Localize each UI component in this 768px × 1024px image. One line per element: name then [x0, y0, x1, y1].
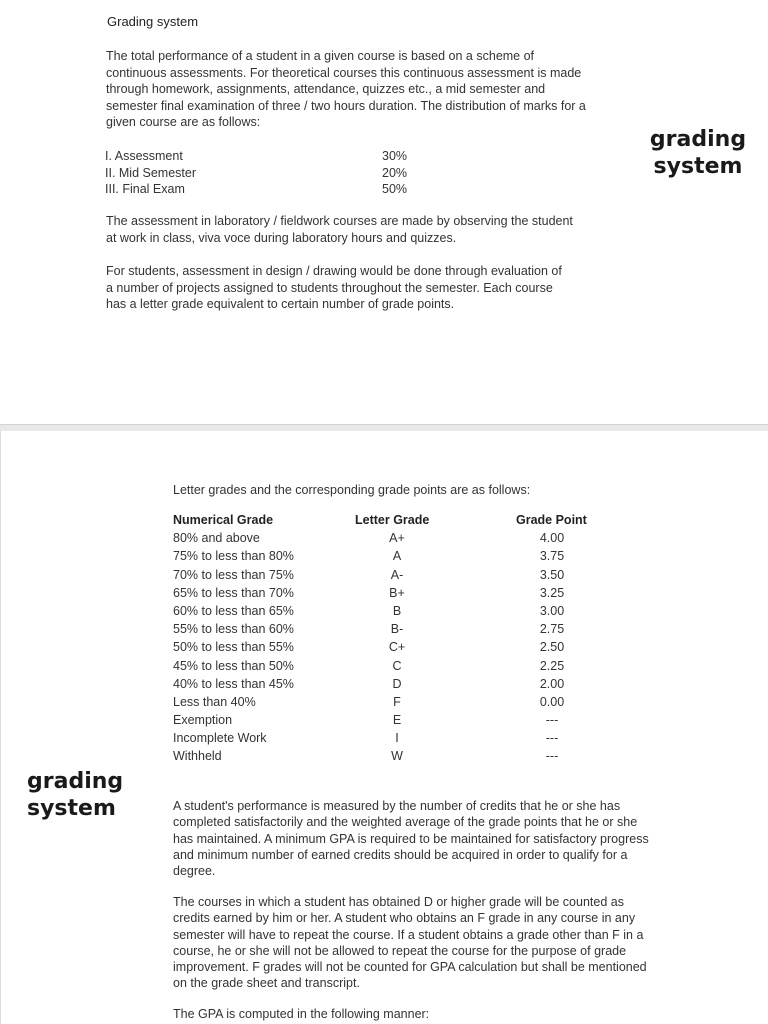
- table-row: [173, 568, 613, 586]
- letter-grade-cell: B-: [390, 622, 404, 637]
- table-row: [173, 749, 613, 767]
- numerical-grade-cell: Exemption: [173, 713, 233, 728]
- table-row: [173, 640, 613, 658]
- document-page-1: [0, 0, 768, 422]
- numerical-grade-cell: Withheld: [173, 749, 222, 764]
- grade-table-header: [173, 513, 613, 531]
- numerical-grade-cell: 70% to less than 75%: [173, 567, 294, 582]
- header-numerical-grade: Numerical Grade: [173, 513, 274, 527]
- letter-grade-cell: A-: [390, 567, 404, 582]
- side-title-line: system: [27, 796, 116, 821]
- side-title: [20, 768, 127, 822]
- side-title: [648, 126, 748, 180]
- numerical-grade-cell: 45% to less than 50%: [173, 658, 294, 673]
- letter-grade-cell: W: [391, 749, 403, 764]
- letter-grade-cell: F: [393, 694, 401, 709]
- numerical-grade-cell: Incomplete Work: [173, 731, 267, 746]
- grade-point-cell: 3.25: [539, 585, 565, 600]
- table-row: [173, 549, 613, 567]
- grade-table: [173, 513, 613, 768]
- letter-grade-cell: D: [392, 676, 402, 691]
- grade-point-cell: 3.75: [539, 549, 565, 564]
- marks-distribution-table: [105, 148, 425, 198]
- paragraph-credits-earned: The courses in which a student has obtained D or higher grade will be counted as credits earned by him or her. A student who obtains an F grade in any course in any semester will have to repeat the course. If a student obtains a grade other than F in a course, he or she will not be allowed to repeat the course for the purpose of grade improvement. F grades will not be counted for GPA calculation but shall be mentioned on the grade sheet and transcript.: [173, 895, 647, 991]
- distribution-label: I. Assessment: [105, 149, 183, 163]
- section-heading: Grading system: [107, 14, 199, 29]
- letter-grade-cell: C+: [388, 640, 406, 655]
- numerical-grade-cell: 50% to less than 55%: [173, 640, 294, 655]
- distribution-row: [105, 181, 425, 198]
- distribution-value: 50%: [382, 182, 408, 196]
- distribution-label: II. Mid Semester: [105, 165, 196, 180]
- table-row: [173, 731, 613, 749]
- grade-point-cell: 3.50: [539, 567, 565, 582]
- grade-point-cell: 2.25: [539, 658, 565, 673]
- distribution-value: 30%: [382, 149, 408, 163]
- letter-grade-cell: A+: [389, 531, 405, 546]
- grade-point-cell: 3.00: [539, 603, 565, 618]
- numerical-grade-cell: Less than 40%: [173, 694, 256, 709]
- distribution-row: [105, 165, 425, 182]
- side-title-line: grading: [27, 769, 124, 794]
- letter-grade-cell: I: [395, 731, 399, 746]
- grades-intro-text: Letter grades and the corresponding grade points are as follows:: [173, 483, 531, 497]
- paragraph-gpa-intro: The GPA is computed in the following manner:: [173, 1007, 430, 1021]
- grade-point-cell: 2.00: [539, 676, 565, 691]
- grade-point-cell: 2.50: [539, 640, 565, 655]
- grade-point-cell: 0.00: [539, 694, 565, 709]
- side-title-line: system: [653, 154, 743, 179]
- numerical-grade-cell: 60% to less than 65%: [173, 603, 294, 618]
- letter-grade-cell: E: [392, 713, 402, 728]
- grade-point-cell: 2.75: [539, 622, 565, 637]
- table-row: [173, 659, 613, 677]
- letter-grade-cell: B+: [389, 585, 405, 600]
- header-letter-grade: Letter Grade: [355, 513, 430, 527]
- numerical-grade-cell: 55% to less than 60%: [173, 622, 294, 637]
- table-row: [173, 622, 613, 640]
- paragraph-design-assessment: For students, assessment in design / drawing would be done through evaluation of a number of projects assigned to students throughout the semester. Each course has a letter grade equivalent to certain number of grade points.: [106, 264, 562, 311]
- grade-point-cell: ---: [545, 749, 559, 764]
- header-grade-point: Grade Point: [516, 513, 587, 527]
- table-row: [173, 531, 613, 549]
- letter-grade-cell: B: [392, 603, 402, 618]
- letter-grade-cell: C: [392, 658, 402, 673]
- document-page-2: [0, 431, 768, 1024]
- distribution-label: III. Final Exam: [105, 182, 185, 196]
- table-row: [173, 604, 613, 622]
- numerical-grade-cell: 75% to less than 80%: [173, 549, 294, 564]
- distribution-value: 20%: [382, 165, 408, 180]
- paragraph-performance-measure: A student's performance is measured by the number of credits that he or she has completed satisfactorily and the weighted average of the grade points that he or she has maintained. A minimum GPA is required to be maintained for satisfactory progress and minimum number of earned credits should be acquired in order to qualify for a degree.: [173, 799, 649, 879]
- side-title-line: grading: [649, 127, 747, 152]
- paragraph-laboratory-assessment: The assessment in laboratory / fieldwork courses are made by observing the student at work in class, viva voce during laboratory hours and quizzes.: [106, 214, 573, 245]
- distribution-row: [105, 148, 425, 165]
- paragraph-continuous-assessment: The total performance of a student in a given course is based on a scheme of continuous assessments. For theoretical courses this continuous assessment is made through homework, assignments, attendance, quizzes etc., a mid semester and semester final examination of three / two hours duration. The distribution of marks for a given course are as follows:: [106, 49, 586, 129]
- table-row: [173, 586, 613, 604]
- numerical-grade-cell: 40% to less than 45%: [173, 676, 294, 691]
- grade-point-cell: ---: [545, 731, 559, 746]
- grade-point-cell: ---: [545, 713, 559, 728]
- letter-grade-cell: A: [392, 549, 402, 564]
- table-row: [173, 713, 613, 731]
- numerical-grade-cell: 80% and above: [173, 531, 260, 546]
- numerical-grade-cell: 65% to less than 70%: [173, 585, 294, 600]
- table-row: [173, 677, 613, 695]
- grade-point-cell: 4.00: [539, 531, 565, 546]
- table-row: [173, 695, 613, 713]
